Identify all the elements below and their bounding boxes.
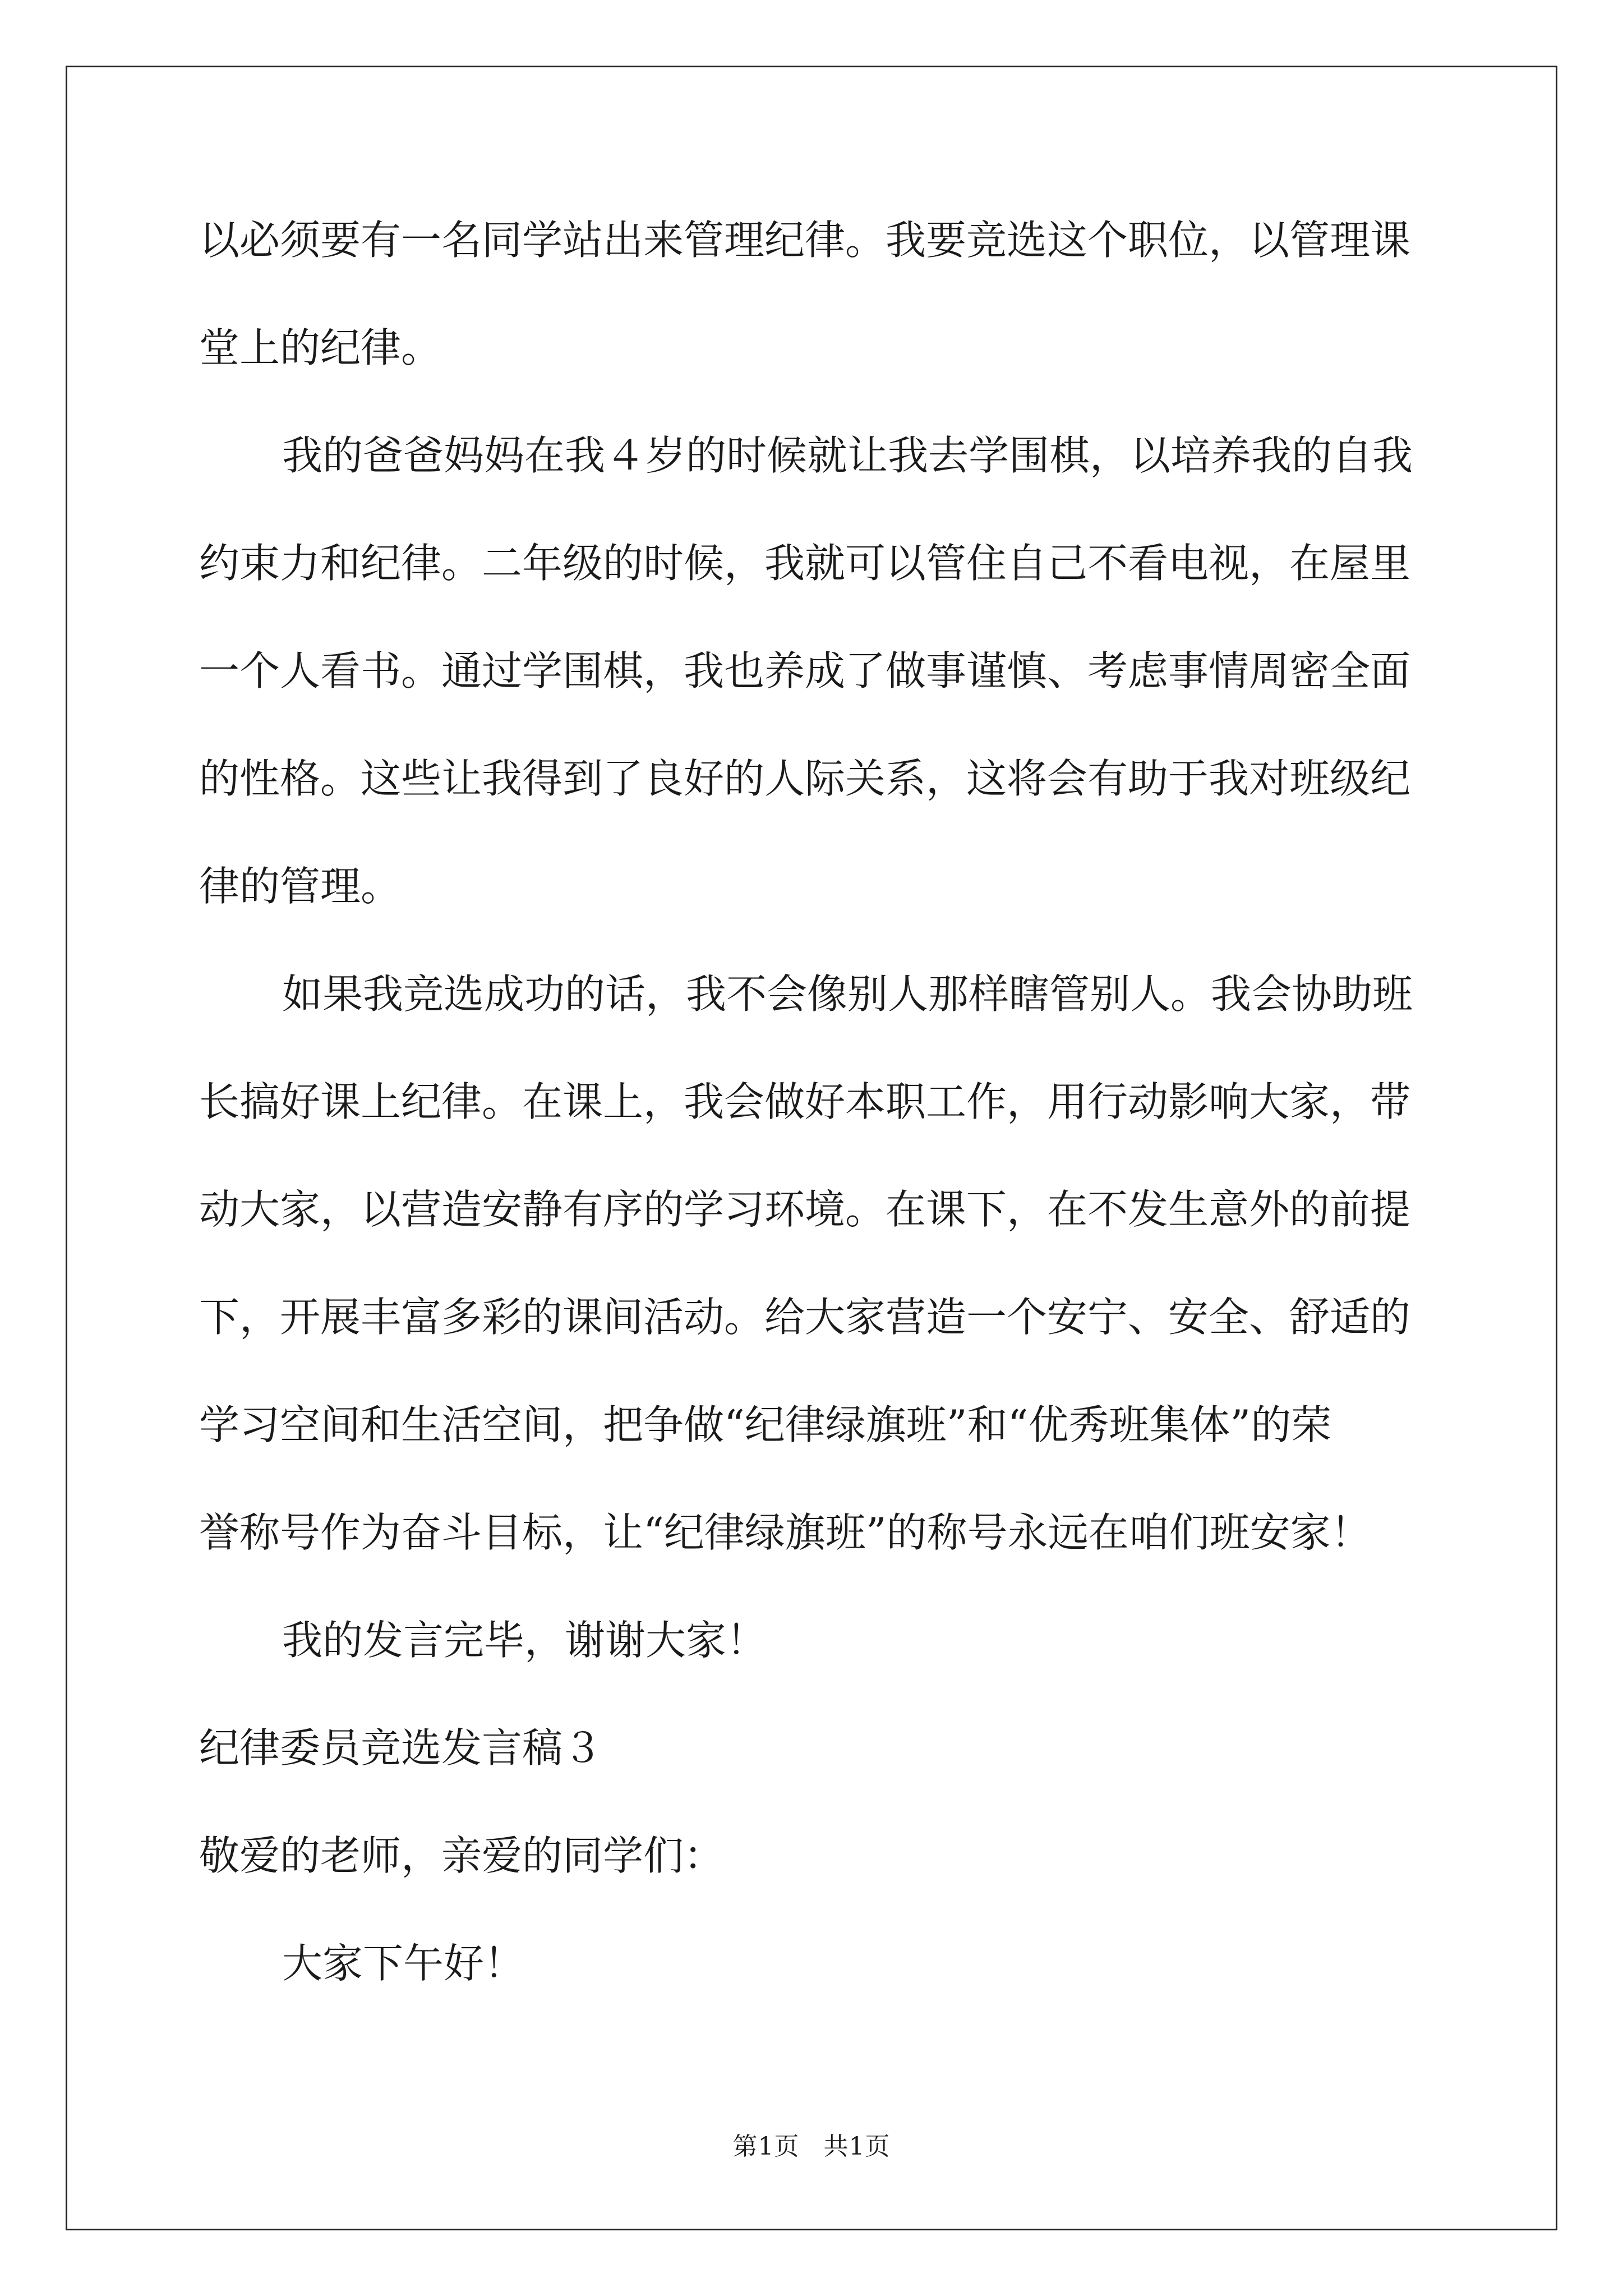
text-line: 长搞好课上纪律。在课上，我会做好本职工作，用行动影响大家，带 bbox=[199, 1078, 1411, 1125]
text-line: 下，开展丰富多彩的课间活动。给大家营造一个安宁、安全、舒适的 bbox=[199, 1294, 1411, 1341]
salutation: 敬爱的老师，亲爱的同学们： bbox=[199, 1832, 725, 1879]
text-line: 律的管理。 bbox=[199, 863, 402, 910]
text-line: 一个人看书。通过学围棋，我也养成了做事谨慎、考虑事情周密全面 bbox=[199, 647, 1411, 694]
text-line: 动大家，以营造安静有序的学习环境。在课下，在不发生意外的前提 bbox=[199, 1186, 1411, 1233]
paragraph-start: 如果我竞选成功的话，我不会像别人那样瞎管别人。我会协助班 bbox=[282, 970, 1413, 1018]
page-total: 共1页 bbox=[823, 2132, 891, 2161]
text-line: 约束力和纪律。二年级的时候，我就可以管住自己不看电视，在屋里 bbox=[199, 540, 1411, 587]
text-line: 学习空间和生活空间，把争做“纪律绿旗班”和“优秀班集体”的荣 bbox=[199, 1401, 1332, 1448]
text-line: 堂上的纪律。 bbox=[199, 324, 442, 371]
section-title: 纪律委员竞选发言稿３ bbox=[199, 1724, 603, 1772]
text-line: 的性格。这些让我得到了良好的人际关系，这将会有助于我对班级纪 bbox=[199, 755, 1411, 802]
closing-line: 我的发言完毕，谢谢大家！ bbox=[282, 1617, 767, 1664]
text-line: 以必须要有一名同学站出来管理纪律。我要竞选这个职位，以管理课 bbox=[199, 217, 1411, 264]
page-number: 第1页 bbox=[732, 2132, 800, 2161]
greeting: 大家下午好！ bbox=[282, 1940, 525, 1987]
paragraph-start: 我的爸爸妈妈在我４岁的时候就让我去学围棋，以培养我的自我 bbox=[282, 432, 1413, 479]
text-line: 誉称号作为奋斗目标，让“纪律绿旗班”的称号永远在咱们班安家！ bbox=[199, 1509, 1371, 1556]
page-footer bbox=[0, 2126, 1623, 2162]
document-body bbox=[199, 213, 1433, 2044]
